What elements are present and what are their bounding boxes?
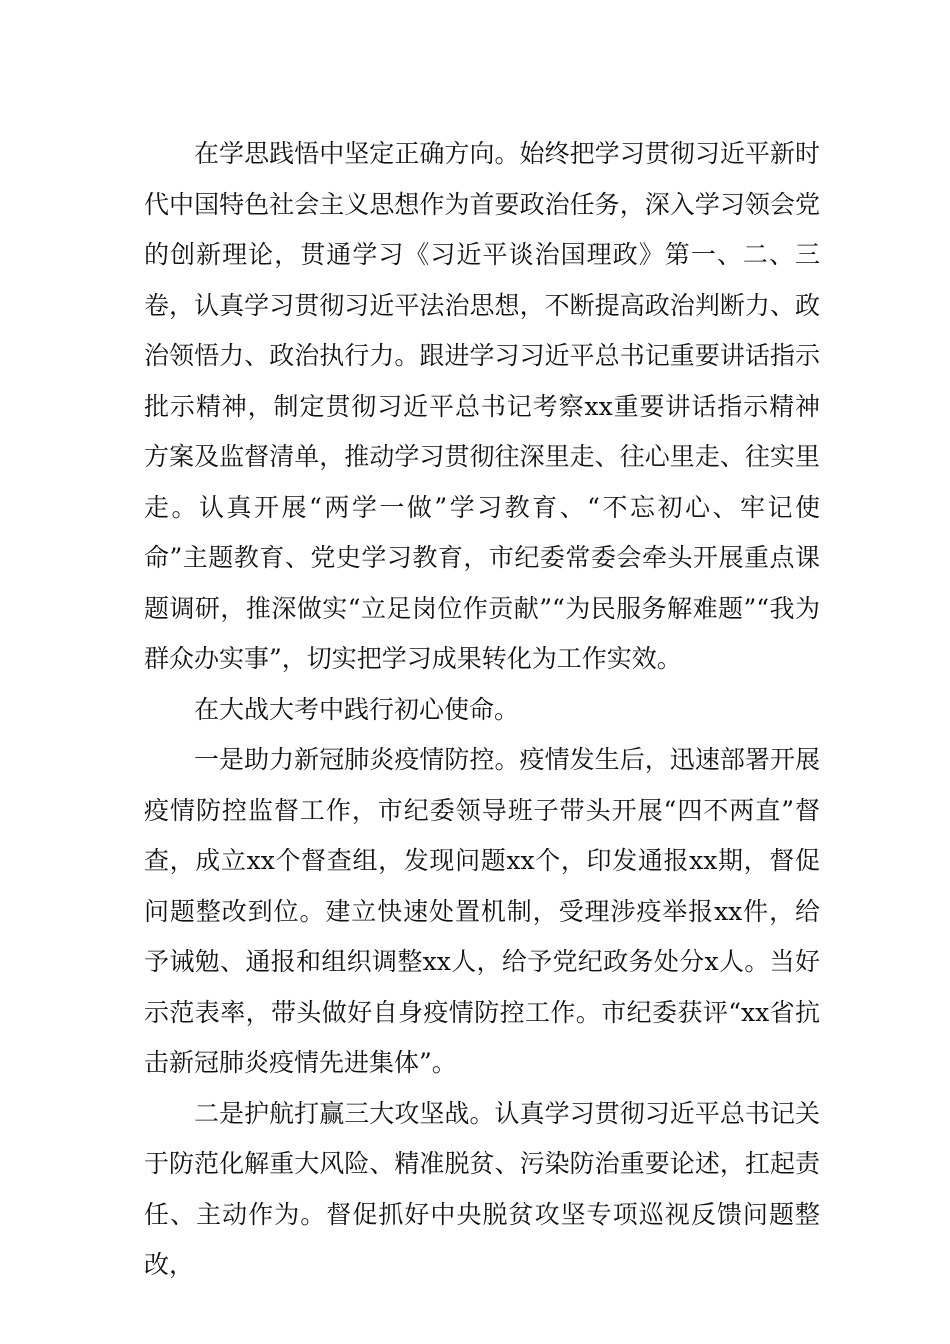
paragraph-study-direction: 在学思践悟中坚定正确方向。始终把学习贯彻习近平新时代中国特色社会主义思想作为首要政治任务，深入学习领会党的创新理论，贯通学习《习近平谈治国理政》第一、二、三卷，认真学习贯彻习近平法治思想，不断提高政治判断力、政治领悟力、政治执行力。跟进学习习近平总书记重要讲话指示批示精神，制定贯彻习近平总书记考察xx重要讲话指示精神方案及监督清单，推动学习贯彻往深里走、往心里走、往实里走。认真开展“两学一做”学习教育、“不忘初心、牢记使命”主题教育、党史学习教育，市纪委常委会牵头开展重点课题调研，推深做实“立足岗位作贡献”“为民服务解难题”“我为群众办实事”，切实把学习成果转化为工作实效。 <box>144 139 820 673</box>
paragraph-heading-mission: 在大战大考中践行初心使命。 <box>194 694 520 724</box>
document-body <box>144 129 820 1291</box>
paragraph-three-battles: 二是护航打赢三大攻坚战。认真学习贯彻习近平总书记关于防范化解重大风险、精准脱贫、污染防治重要论述，扛起责任、主动作为。督促抓好中央脱贫攻坚专项巡视反馈问题整改， <box>144 1098 820 1279</box>
paragraph-epidemic-control: 一是助力新冠肺炎疫情防控。疫情发生后，迅速部署开展疫情防控监督工作，市纪委领导班子带头开展“四不两直”督查，成立xx个督查组，发现问题xx个，印发通报xx期，督促问题整改到位。建立快速处置机制，受理涉疫举报xx件，给予诫勉、通报和组织调整xx人，给予党纪政务处分x人。当好示范表率，带头做好自身疫情防控工作。市纪委获评“xx省抗击新冠肺炎疫情先进集体”。 <box>144 745 820 1077</box>
